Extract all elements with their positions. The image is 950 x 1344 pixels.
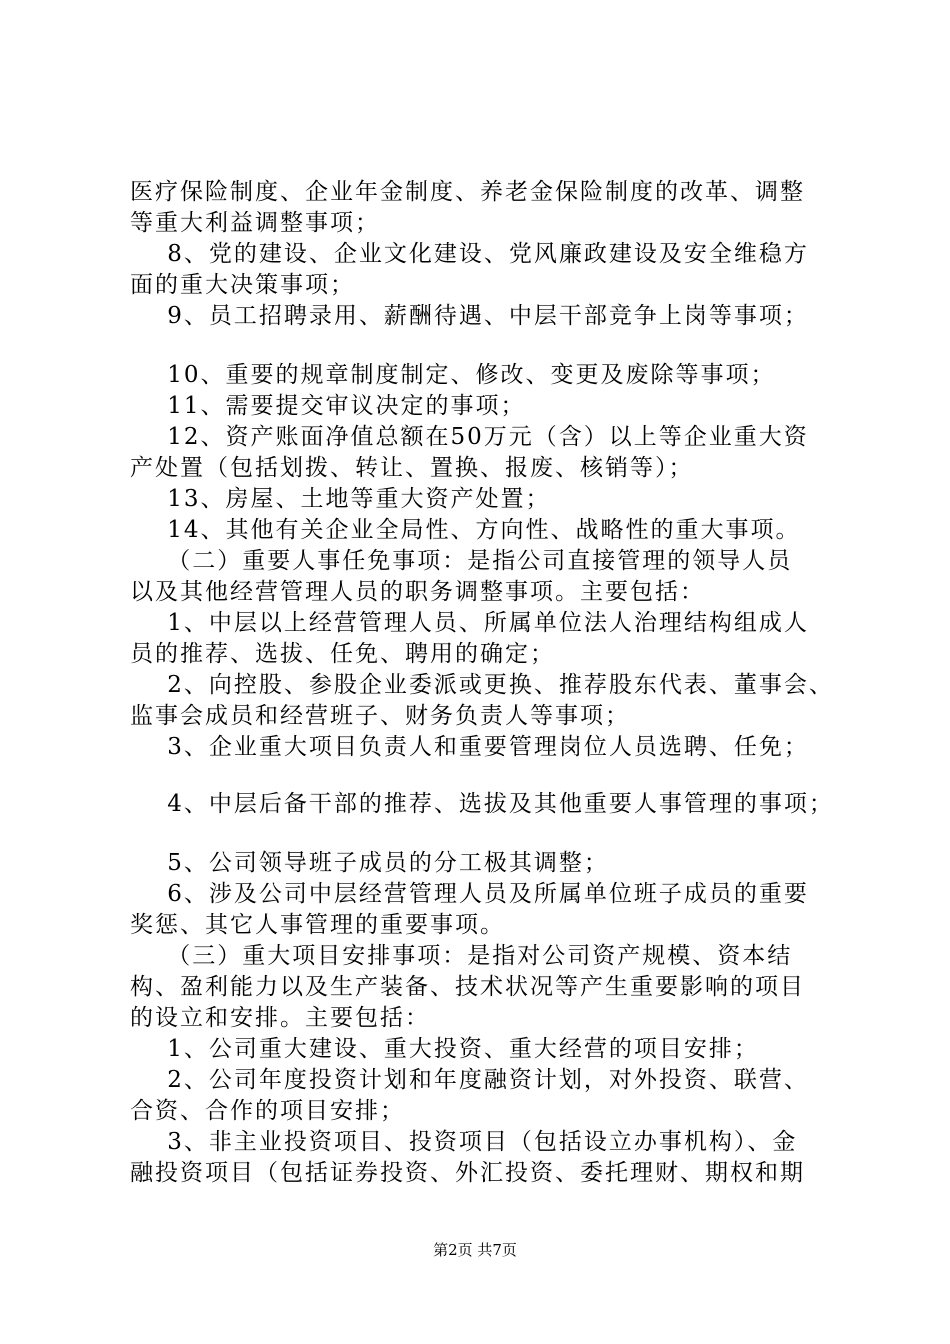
text-line: 9、员工招聘录用、薪酬待遇、中层干部竞争上岗等事项； xyxy=(130,303,809,329)
text-line: 奖惩、其它人事管理的重要事项。 xyxy=(130,912,505,938)
text-line: 1、中层以上经营管理人员、所属单位法人治理结构组成人 xyxy=(130,610,809,636)
page-number-footer: 第2页 共7页 xyxy=(433,1241,517,1259)
text-line: 8、党的建设、企业文化建设、党风廉政建设及安全维稳方 xyxy=(130,241,809,267)
text-line: 面的重大决策事项； xyxy=(130,272,355,298)
text-line: 11、需要提交审议决定的事项； xyxy=(130,393,526,419)
text-line: 14、其他有关企业全局性、方向性、战略性的重大事项。 xyxy=(130,517,801,543)
text-line: 的设立和安排。主要包括： xyxy=(130,1005,430,1031)
text-line: 13、房屋、土地等重大资产处置； xyxy=(130,486,551,512)
text-line: 4、中层后备干部的推荐、选拔及其他重要人事管理的事项； xyxy=(130,791,834,817)
text-line: 合资、合作的项目安排； xyxy=(130,1098,405,1124)
text-line: 员的推荐、选拔、任免、聘用的确定； xyxy=(130,641,555,667)
text-line: 10、重要的规章制度制定、修改、变更及废除等事项； xyxy=(130,362,776,388)
text-line: 产处置（包括划拨、转让、置换、报废、核销等）； xyxy=(130,455,694,481)
text-line: 6、涉及公司中层经营管理人员及所属单位班子成员的重要 xyxy=(130,881,809,907)
text-line: 融投资项目（包括证券投资、外汇投资、委托理财、期权和期 xyxy=(130,1160,805,1186)
text-line: 3、非主业投资项目、投资项目（包括设立办事机构）、金 xyxy=(130,1129,798,1155)
text-line: 构、盈利能力以及生产装备、技术状况等产生重要影响的项目 xyxy=(130,974,805,1000)
text-line: 等重大利益调整事项； xyxy=(130,210,380,236)
text-line: 医疗保险制度、企业年金制度、养老金保险制度的改革、调整 xyxy=(130,179,805,205)
text-line: （三）重大项目安排事项：是指对公司资产规模、资本结 xyxy=(130,943,793,969)
text-line: 监事会成员和经营班子、财务负责人等事项； xyxy=(130,703,630,729)
text-line: 以及其他经营管理人员的职务调整事项。主要包括： xyxy=(130,579,705,605)
text-line: 12、资产账面净值总额在50万元（含）以上等企业重大资 xyxy=(130,424,809,450)
text-line: 1、公司重大建设、重大投资、重大经营的项目安排； xyxy=(130,1036,759,1062)
text-line: 5、公司领导班子成员的分工极其调整； xyxy=(130,850,609,876)
text-line: 2、公司年度投资计划和年度融资计划，对外投资、联营、 xyxy=(130,1067,809,1093)
text-line: 3、企业重大项目负责人和重要管理岗位人员选聘、任免； xyxy=(130,734,809,760)
text-line: 2、向控股、参股企业委派或更换、推荐股东代表、董事会、 xyxy=(130,672,834,698)
text-line: （二）重要人事任免事项：是指公司直接管理的领导人员 xyxy=(130,548,793,574)
